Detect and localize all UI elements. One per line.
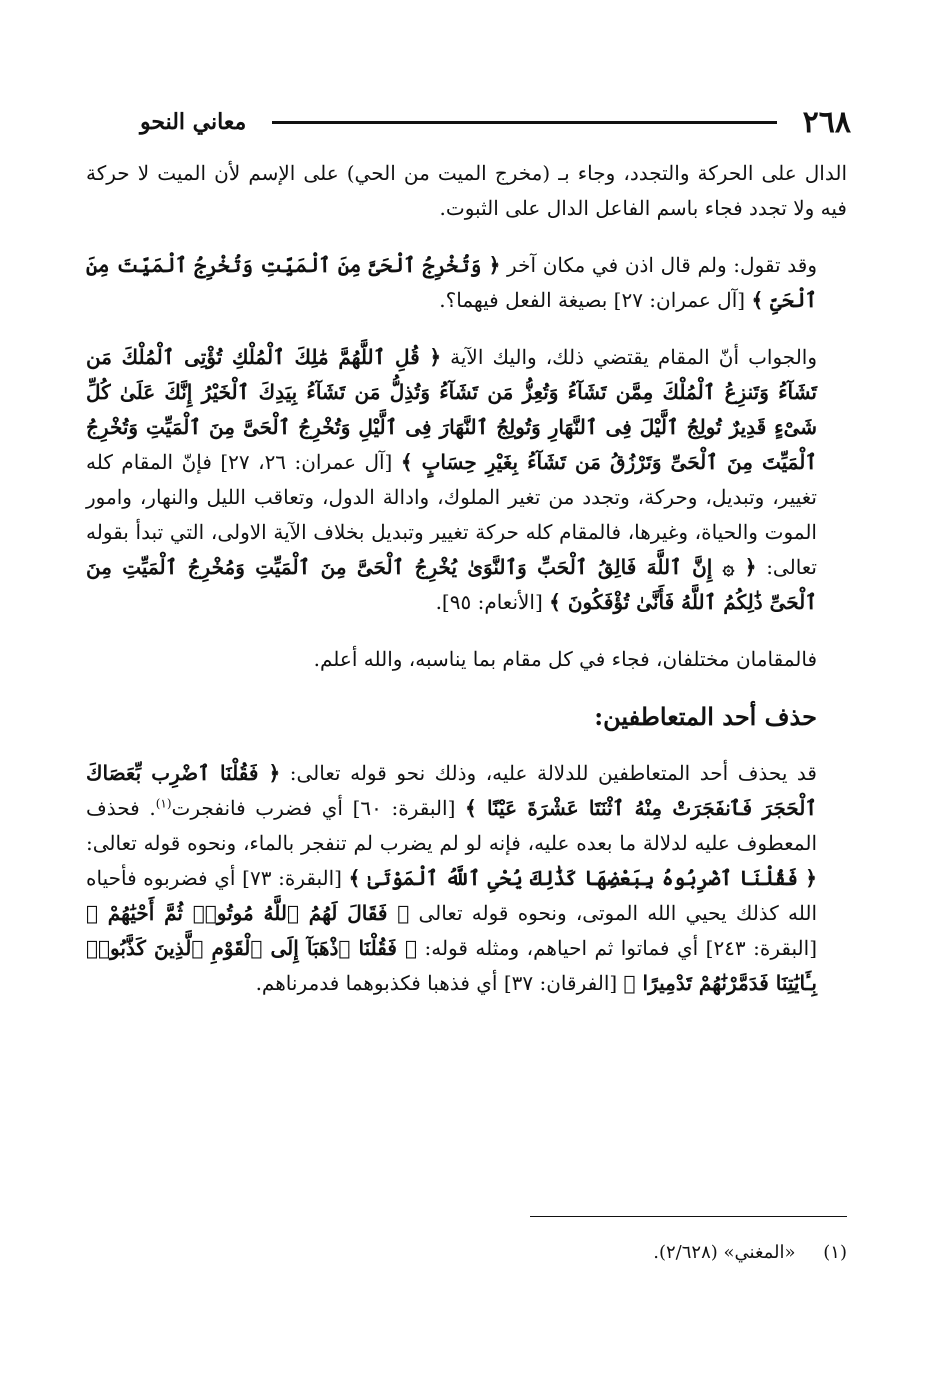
paragraph-4: فالمقامان مختلفان، فجاء في كل مقام بما يناسبه، والله أعلم. — [313, 647, 817, 671]
footnote-rule — [530, 1216, 847, 1217]
section-heading: حذف أحد المتعاطفين: — [594, 702, 817, 731]
paragraph-1: الدال على الحركة والتجدد، وجاء بـ (مخرج الميت من الحي) على الإسم لأن الميت لا حركة فيه ولا تجدد فجاء باسم الفاعل الدال على الثبوت. — [86, 161, 848, 220]
quran-quote: ﴿ ۞ إِنَّ ٱللَّهَ فَالِقُ ٱلْحَبِّ وَٱلنَّوَىٰ يُخْرِجُ ٱلْحَىَّ مِنَ ٱلْمَيِّتِ وَمُخْرِجُ ٱلْمَيِّتِ مِنَ ٱلْحَىِّ ذَٰلِكُمُ ٱللَّهُ فَأَنَّىٰ تُؤْفَكُونَ ﴾ — [86, 555, 817, 614]
paragraph-2: وقد تقول: ولم قال اذن في مكان آخر ﴿ وَتُخْرِجُ ٱلْحَىَّ مِنَ ٱلْمَيِّتِ وَتُخْرِجُ ٱلْمَيِّتَ مِنَ ٱلْحَىِّ ﴾ [آل عمران: ٢٧] بصيغة الفعل فيهما؟. — [86, 253, 817, 312]
quran-quote: ﴿ فَقُلْنَا ٱذْهَبَآ إِلَى ٱلْقَوْمِ ٱلَّذِينَ كَذَّبُوا۟ بِـَٔايَٰتِنَا فَدَمَّرْنَٰهُمْ تَدْمِيرًا ﴾ — [86, 936, 817, 995]
header-rule — [272, 121, 776, 124]
running-header — [140, 100, 851, 144]
quran-quote: ﴿ وَتُخْرِجُ ٱلْحَىَّ مِنَ ٱلْمَيِّتِ وَتُخْرِجُ ٱلْمَيِّتَ مِنَ ٱلْحَىِّ ﴾ — [86, 253, 817, 312]
body-text — [86, 156, 847, 1001]
quran-quote: ﴿ فَقَالَ لَهُمُ ٱللَّهُ مُوتُوا۟ ثُمَّ أَحْيَٰهُمْ ﴾ — [86, 901, 410, 925]
footnote — [86, 1238, 847, 1268]
book-title: معاني النحو — [140, 109, 247, 135]
quran-quote: ﴿ فَقُلْنَا ٱضْرِب بِّعَصَاكَ ٱلْحَجَرَ فَٱنفَجَرَتْ مِنْهُ ٱثْنَتَا عَشْرَةَ عَيْنًا ﴾ — [86, 761, 818, 820]
footnote-number: (١) — [823, 1242, 847, 1263]
page-number: ٢٦٨ — [802, 104, 851, 140]
quran-quote: ﴿ فَقُلْنَا ٱضْرِبُوهُ بِبَعْضِهَا كَذَٰلِكَ يُحْىِ ٱللَّهُ ٱلْمَوْتَىٰ ﴾ — [348, 866, 818, 890]
footnote-marker[interactable]: (١) — [155, 796, 172, 811]
quran-quote: ﴿ قُلِ ٱللَّهُمَّ مَٰلِكَ ٱلْمُلْكِ تُؤْتِى ٱلْمُلْكَ مَن تَشَآءُ وَتَنزِعُ ٱلْمُلْكَ مِمَّن تَشَآءُ وَتُعِزُّ مَن تَشَآءُ وَتُذِلُّ مَن تَشَآءُ بِيَدِكَ ٱلْخَيْرُ إِنَّكَ عَلَىٰ كُلِّ شَىْءٍ قَدِيرٌ تُولِجُ ٱلَّيْلَ فِى ٱلنَّهَارِ وَتُولِجُ ٱلنَّهَارَ فِى ٱلَّيْلِ وَتُخْرِجُ ٱلْحَىَّ مِنَ ٱلْمَيِّتِ وَتُخْرِجُ ٱلْمَيِّتَ مِنَ ٱلْحَىِّ وَتَرْزُقُ مَن تَشَآءُ بِغَيْرِ حِسَابٍ ﴾ — [86, 345, 818, 474]
footnote-text: «المغني» (٢/٦٢٨). — [653, 1242, 796, 1263]
paragraph-3: والجواب أنّ المقام يقتضي ذلك، واليك الآية ﴿ قُلِ ٱللَّهُمَّ مَٰلِكَ ٱلْمُلْكِ تُؤْتِى ٱلْمُلْكَ مَن تَشَآءُ وَتَنزِعُ ٱلْمُلْكَ مِمَّن تَشَآءُ وَتُعِزُّ مَن تَشَآءُ وَتُذِلُّ مَن تَشَآءُ بِيَدِكَ ٱلْخَيْرُ إِنَّكَ عَلَىٰ كُلِّ شَىْءٍ قَدِيرٌ تُولِجُ ٱلَّيْلَ فِى ٱلنَّهَارِ وَتُولِجُ ٱلنَّهَارَ فِى ٱلَّيْلِ وَتُخْرِجُ ٱلْحَىَّ مِنَ ٱلْمَيِّتِ وَتُخْرِجُ ٱلْمَيِّتَ مِنَ ٱلْحَىِّ وَتَرْزُقُ مَن تَشَآءُ بِغَيْرِ حِسَابٍ ﴾ [آل عمران: ٢٦، ٢٧] فإنّ المقام كله تغيير، وتبديل، وحركة، وتجدد من تغير الملوك، وادالة الدول، وتعاقب الليل والنهار، وامور الموت والحياة، وغيرها، فالمقام كله حركة تغيير وتبديل بخلاف الآية الاولى، التي تبدأ بقوله تعالى: ﴿ ۞ إِنَّ ٱللَّهَ فَالِقُ ٱلْحَبِّ وَٱلنَّوَىٰ يُخْرِجُ ٱلْحَىَّ مِنَ ٱلْمَيِّتِ وَمُخْرِجُ ٱلْمَيِّتِ مِنَ ٱلْحَىِّ ذَٰلِكُمُ ٱللَّهُ فَأَنَّىٰ تُؤْفَكُونَ ﴾ [الأنعام: ٩٥]. — [86, 345, 818, 614]
section-paragraph: قد يحذف أحد المتعاطفين للدلالة عليه، وذلك نحو قوله تعالى: ﴿ فَقُلْنَا ٱضْرِب بِّعَصَاكَ ٱلْحَجَرَ فَٱنفَجَرَتْ مِنْهُ ٱثْنَتَا عَشْرَةَ عَيْنًا ﴾ [البقرة: ٦٠] أي فضرب فانفجرت$^{(١)}$. فحذف المعطوف عليه لدلالة ما بعده عليه، فإنه لو لم يضرب لم تنفجر بالماء، ونحوه قوله تعالى: ﴿ فَقُلْنَا ٱضْرِبُوهُ بِبَعْضِهَا كَذَٰلِكَ يُحْىِ ٱللَّهُ ٱلْمَوْتَىٰ ﴾ [البقرة: ٧٣] أي فضربوه فأحياه الله كذلك يحيي الله الموتى، ونحوه قوله تعالى ﴿ فَقَالَ لَهُمُ ٱللَّهُ مُوتُوا۟ ثُمَّ أَحْيَٰهُمْ ﴾ [البقرة: ٢٤٣] أي فماتوا ثم احياهم، ومثله قوله: ﴿ فَقُلْنَا ٱذْهَبَآ إِلَى ٱلْقَوْمِ ٱلَّذِينَ كَذَّبُوا۟ بِـَٔايَٰتِنَا فَدَمَّرْنَٰهُمْ تَدْمِيرًا ﴾ [الفرقان: ٣٧] أي فذهبا فكذبوهما فدمرناهم. — [86, 761, 818, 995]
